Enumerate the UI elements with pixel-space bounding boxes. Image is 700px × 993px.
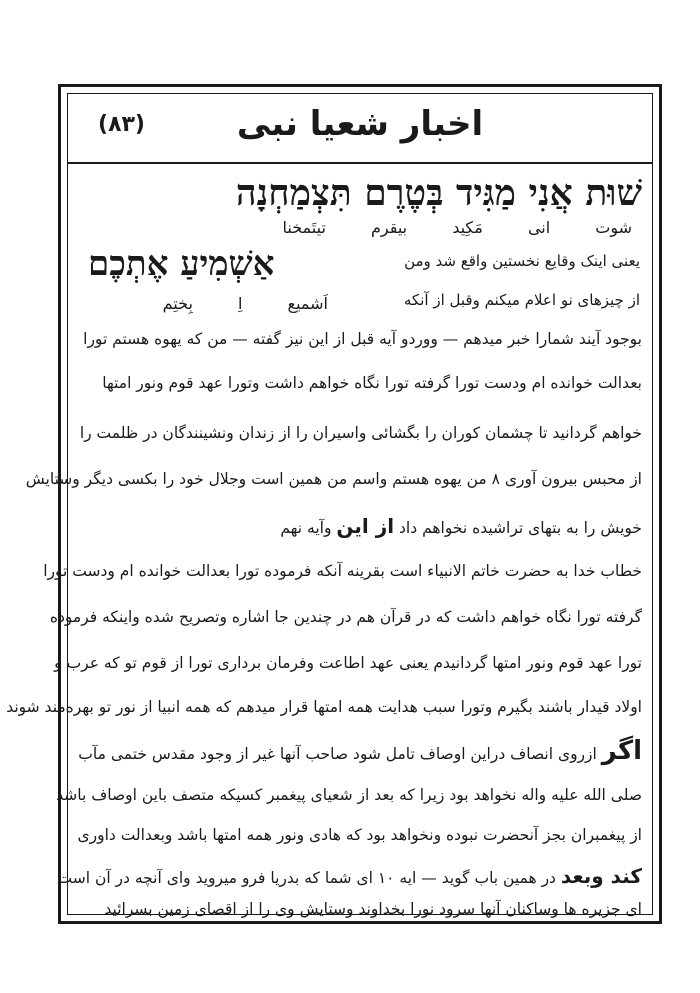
body-line: خطاب خدا به حضرت خاتم الانبیاء است بقرینه آنکه فرموده تورا بعدالت خوانده ام ودست تورا xyxy=(43,562,642,580)
body-line-with-emphasis xyxy=(78,514,642,538)
emphasis-word: از این xyxy=(336,514,395,538)
body-line: ای جزیره ها وساکنان آنها سرود نورا بخداوند وستایش وی را از اقصای زمین بسرائید xyxy=(104,900,642,918)
page-number: (٨٣) xyxy=(98,112,145,137)
body-line-with-emphasis xyxy=(78,736,642,766)
body-line: بعدالت خوانده ام ودست تورا گرفته تورا نگاه خواهم داشت وتورا عهد قوم ونور امتها xyxy=(102,374,642,392)
verse-translation-1: یعنی اینک وقایع نخستین واقع شد ومن xyxy=(404,252,640,270)
body-line-with-emphasis xyxy=(57,864,642,888)
emphasis-word: کند وبعد xyxy=(560,864,642,888)
inner-border xyxy=(6,93,653,918)
page-header xyxy=(68,94,652,164)
translit-word: اَشمیع xyxy=(287,294,328,313)
verse-translation-2: از چیزهای نو اعلام میکنم وقبل از آنکه xyxy=(403,291,640,309)
translit-word: شوت xyxy=(595,218,632,237)
body-line: اولاد قیدار باشند بگیرم وتورا سبب هدایت همه امتها قرار میدهم که همه انبیا از نور تو بهره‌مند شوند xyxy=(6,698,642,716)
body-line: خواهم گردانید تا چشمان کوران را بگشائی واسیران را از زندان ونشینندگان در ظلمت را xyxy=(79,424,642,442)
hebrew-transliteration-1 xyxy=(88,218,632,237)
hebrew-verse-line-2: אַשְׁמִיעַ אֶתְכֶם xyxy=(88,244,275,284)
body-line: از محبس بیرون آوری ۸ من یهوه هستم واسم من همین است وجلال خود را بکسی دیگر وستایش xyxy=(25,470,642,488)
page-frame xyxy=(6,84,662,924)
body-line: گرفته تورا نگاه خواهم داشت که در قرآن هم در چندین جا اشاره وتصریح شده واینکه فرموده xyxy=(49,608,642,626)
emphasis-word: اگر xyxy=(601,736,642,766)
body-line: تورا عهد قوم ونور امتها گردانیدم یعنی عهد اطاعت وفرمان برداری تورا از قوم تو که عرب و xyxy=(54,654,642,672)
body-line: بوجود آیند شمارا خبر میدهم — ووردو آیه قبل از این نیز گفته — من که یهوه هستم تورا xyxy=(83,330,642,348)
body-line: از پیغمبران بجز آنحضرت نبوده ونخواهد بود که هادی ونور همه امتها باشد وبعدالت داوری xyxy=(77,826,642,844)
translit-word: مَکِید xyxy=(452,218,483,237)
translit-word: تیتَمخنا xyxy=(282,218,326,237)
translit-word: اِ بِختِم xyxy=(162,294,243,313)
body-line: صلی الله علیه واله نخواهد بود زیرا که بعد از شعیای پیغمبر کسیکه متصف باین اوصاف باشد xyxy=(56,786,642,804)
hebrew-transliteration-2 xyxy=(98,294,328,313)
page-title: اخبار شعیا نبی xyxy=(236,104,484,144)
body-text: وآیه نهم xyxy=(280,519,332,537)
body-text: ازروی انصاف دراین اوصاف تامل شود صاحب آنها غیر از وجود مقدس ختمی مآب xyxy=(78,745,597,763)
body-text: در همین باب گوید — ایه ۱۰ ای شما که بدریا فرو میروید وای آنچه در آن است xyxy=(57,869,556,887)
body-text: خویش را به بتهای تراشیده نخواهم داد xyxy=(399,519,642,537)
translit-word: بیقرم xyxy=(371,218,408,237)
hebrew-verse-line-1: שׁוּת אֲנִי מַגִּיד בְּטֶרֶם תִּצְמַחְנָה xyxy=(235,172,642,214)
translit-word: انی xyxy=(527,218,551,237)
